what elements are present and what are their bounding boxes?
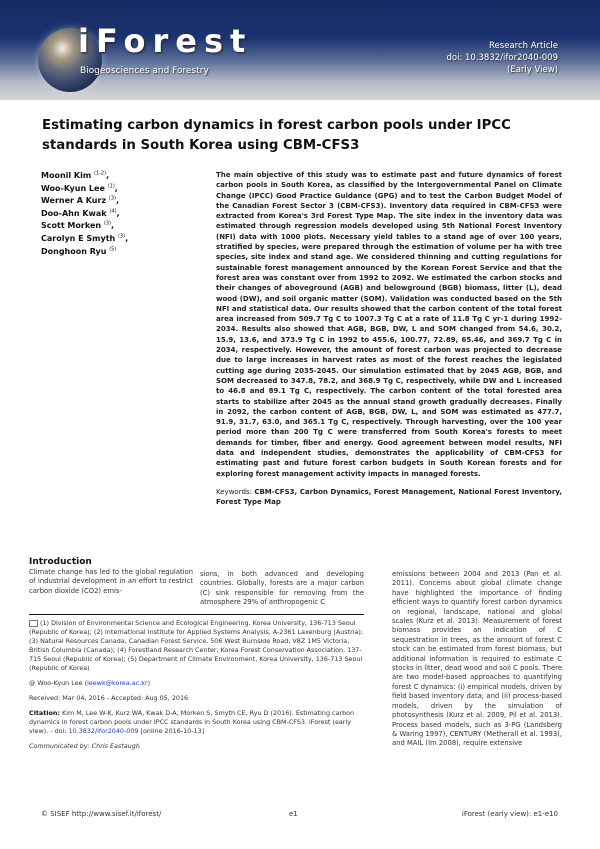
email-link[interactable]: (leewk@korea.ac.kr) [84, 679, 151, 687]
citation: Citation: Kim M, Lee W-K, Kurz WA, Kwak D-A, Morken S, Smyth CE, Ryu D (2016). Estimating carbon dynamics in forest carbon pools under IPCC standards in South Korea using CBM-CFS3. iForest (early view). - doi: 10.3832/ifor2040-009 [online 2016-10-13] [29, 709, 355, 735]
journal-banner [0, 0, 600, 100]
journal-name: iForest [78, 22, 253, 60]
abstract: The main objective of this study was to estimate past and future dynamics of forest carbon pools in South Korea, as classified by the Intergovernmental Panel on Climate Change (IPCC) Good Practice Guidance (GPG) and to test the Carbon Budget Model of the Canadian Forest Sector 3 (CBM-CFS3). Inventory data required in CBM-CFS3 were extracted from Korea's 3rd Forest Type Map. The site index in the inventory data was estimated through regression models developed using 5th National Forest Inventory (NFI) data with 1000 plots. Necessary yield tables to a stand age of over 100 years, stratified by species, were prepared through the estimation of volume per ha with tree species, site index and stand age. We considered thinning and cutting regulations for sustainable forest management announced by the Korean Forest Service and that the forest area was constant over from 1992 to 2092. We estimated the carbon stocks and their changes of aboveground (AGB) and belowground (BGB) biomass, litter (L), dead wood (DW), and soil organic matter (SOM). Validation was conducted based on the 5th NFI and statistical data. Our results showed that the carbon content of the total forest area increased from 509.7 Tg C to 1007.3 Tg C at a rate of 11.8 Tg C yr-1 during 1992-2034. Results also showed that AGB, BGB, DW, L and SOM changed from 54.6, 30.2, 15.9, 13.6, and 373.9 Tg C in 1992 to 455.6, 100.77, 72.89, 65.46, and 369.7 Tg C in 2034, respectively. However, the amount of forest carbon was projected to decrease due to large increases in harvest rates as most of the forest reaches the legislated cutting age during 2035-2045. Our simulation estimated that by 2045 AGB, BGB, and SOM decreased to 347.8, 78.2, and 368.9 Tg C, respectively, while DW and L increased to 46.8 and 89.1 Tg C, respectively. The carbon content of the total forested area starts to stabilize after 2045 as the annual stand growth gradually decreases. Finally in 2092, the carbon content of AGB, BGB, DW, L, and SOM was estimated as 477.7, 91.9, 31.7, 63.0, and 365.1 Tg C, respectively. Through harvesting, over the 100 year period more than 200 Tg C were transferred from South Korea's forests to meet demands for timber, fiber and energy. Good agreement between model results, NFI data and independent studies, demonstrates the applicability of CBM-CFS3 for estimating past and future forest carbon budgets in South Korean forests and for exploring forest management activity impacts in managed forests. [216, 171, 562, 478]
doi-link[interactable]: 10.3832/ifor2040-009 [68, 727, 139, 735]
body-column-2: sions, in both advanced and developing countries. Globally, forests are a major carbon (C) sink responsible for removing from the atmosphere 29% of anthropogenic C [200, 570, 364, 607]
keywords-label: Keywords: [216, 487, 252, 496]
divider [29, 614, 364, 615]
body-column-1 [29, 556, 193, 596]
article-type: Research Article [489, 41, 558, 51]
mail-icon [29, 620, 38, 627]
abstract-column [216, 170, 562, 508]
communicated-by: Communicated by: Chris Eastaugh [29, 742, 140, 750]
footer-page-number: e1 [289, 810, 298, 818]
author: Moonil Kim $^{(1-2)}$, [41, 170, 110, 180]
citation-label: Citation: [29, 709, 60, 717]
body-column-3: emissions between 2004 and 2013 (Pan et al. 2011). Concerns about global climate change have highlighted the importance of finding efficient ways to quantify forest carbon dynamics on regional, landscape, national and global scales (Kurz et al. 2013). Measurement of forest biomass provides an indication of C sequestration in trees, as the amount of forest C stock can be estimated from forest biomass, but additional information is required to estimate C stocks in litter, dead wood and soil C pools. There are two model-based approaches to quantifying forest C dynamics: (i) empirical models, driven by field based inventory data; and (ii) process-based models, driven by the simulation of photosynthesis (Kurz et al. 2009, Pil et al. 2013). Process based models, such as 3-PG (Landsberg & Waring 1997), CENTURY (Metherall et al. 1993), and MAIL (Im 2008), require extensive [392, 570, 562, 748]
journal-subtitle: Biogeosciences and Forestry [80, 66, 209, 76]
keywords [216, 487, 562, 508]
view-status: (Early View) [507, 65, 558, 75]
author: Doo-Ahn Kwak $^{(4)}$, [41, 208, 120, 218]
author: Woo-Kyun Lee $^{(1)}$, [41, 182, 118, 193]
affiliations: (1) Division of Environmental Science and Ecological Engineering, Korea University, 136-713 Seoul (Republic of Korea); (2) International Institute for Applied Systems Analysis, A-2361 Laxenburg (Austria); (3) Natural Resources Canada, Canadian Forest Service, 506 West Burnside Road, V8Z 1M5 Victoria, British Columbia (Canada); (4) Forestland Research Center, Korea Forest Conservation Association, 137-715 Seoul (Republic of Korea); (5) Department of Climate Environment, Korea University, 136-713 Seoul (Republic of Korea) [29, 619, 364, 672]
author: Werner A Kurz $^{(3)}$, [41, 195, 120, 206]
author: Carolyn E Smyth $^{(3)}$, [41, 233, 129, 243]
author: Scott Morken $^{(3)}$, [41, 220, 114, 231]
section-heading-introduction: Introduction [29, 557, 92, 567]
corresponding-author: @ Woo-Kyun Lee (leewk@korea.ac.kr) [29, 679, 151, 687]
author-list [41, 170, 206, 258]
article-doi: doi: 10.3832/ifor2040-009 [446, 53, 558, 63]
article-title: Estimating carbon dynamics in forest carbon pools under IPCC standards in South Korea using CBM-CFS3 [42, 118, 511, 153]
footer-journal-ref: iForest (early view): e1-e10 [461, 810, 558, 818]
received-dates: Received: Mar 04, 2016 - Accepted: Aug 05, 2016 [29, 694, 189, 702]
article-meta [446, 40, 558, 76]
body-text: Climate change has led to the global regulation of industrial development in an effort to restrict carbon dioxide (CO2) emis- [29, 568, 193, 595]
keywords-list: CBM-CFS3, Carbon Dynamics, Forest Management, National Forest Inventory, Forest Type Map [216, 487, 562, 507]
front-matter [29, 614, 369, 751]
footer-copyright: © SISEF http://www.sisef.it/iforest/ [41, 810, 162, 818]
author: Donghoon Ryu $^{(5)}$ [41, 245, 117, 256]
